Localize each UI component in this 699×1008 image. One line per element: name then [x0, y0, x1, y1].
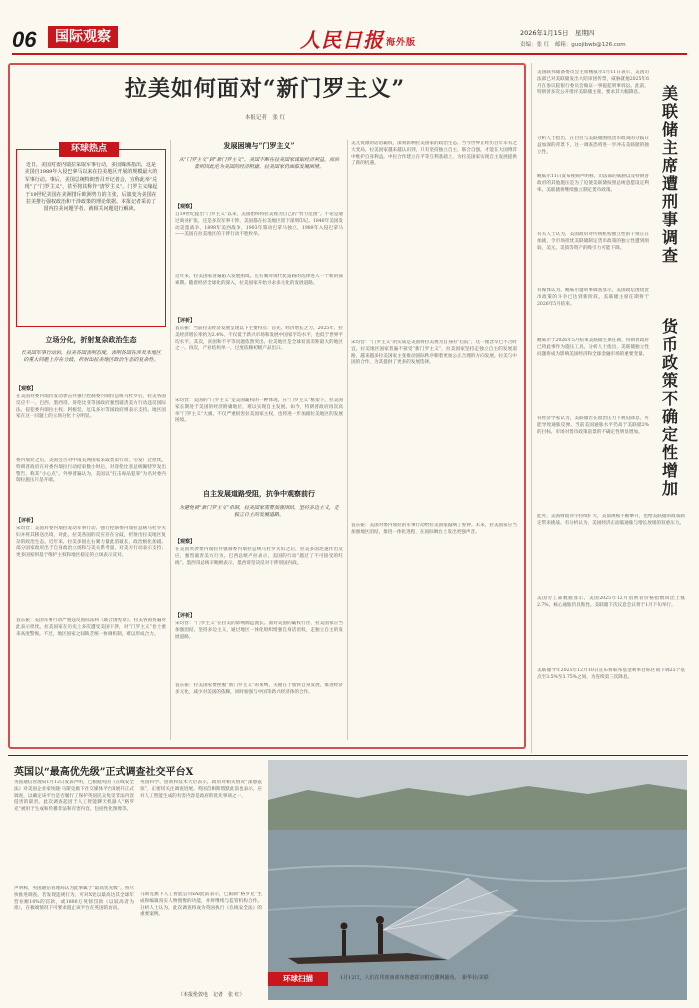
photo-caption: 1月12日，人们在印度南部布鲁德霍尔附近撒网捕鱼。 新华社/美联: [340, 975, 489, 981]
newspaper-name: 人民日报: [300, 28, 384, 52]
section1-para3: 宋均营：美国对委内瑞拉发动军事行动、强行控制委内瑞拉总统马杜罗夫妇并将其移送出境，对此，拉美各国的反应存在分歧，折射出拉美地区复杂的政治生态。近年来，拉美多国左右翼力量此消彼长，政治极化加剧。部分国家政府出于自身政治立场和与美关系考量，对美方行动表示支持；更多国家则基于维护主权和地区稳定的立场表示反对。: [16, 526, 166, 559]
side-para1: 美国联邦储备委员会主席鲍威尔1月11日表示，美国司法部已对美联储发出大陪审团传票，威胁就他2025年6月在参议院银行委员会做证一事提起刑事诉讼。此前，特朗普多次公开批评美联储主席，要求其大幅降息。: [537, 70, 649, 96]
bottom-para3: 英国科学、创新和技术大臣表示，政府对相关情况“深感震惊”，正密切关注调查进展。英国首相斯塔默此前也表示，应对人工智能生成的有害内容是政府的优先事项之一。: [140, 780, 262, 799]
section1-title: 立场分化，折射复杂政治生态: [45, 335, 137, 344]
section2-label-observe: 【观察】: [175, 204, 196, 210]
section1-label-observe: 【观察】: [16, 386, 37, 392]
bottom-para2: 声明称，英国通信管理局认为此事属于“最高优先级”，将尽快推进调查。若发现违规行为，可对X处以最高达其全球年营业额10%的罚款，或1800万英镑罚款（以较高者为准），在极端情况下可要求阻止该平台在英国的访问。: [14, 886, 134, 912]
side-para10: 美联储今年2025年12月10日宣布将联邦基金利率目标区间下调25个基点至3.5%至3.75%之间，为连续第三次降息。: [537, 668, 685, 680]
editor-info: 责编：张 红 邮箱：guojibwb@126.com: [520, 42, 626, 48]
bottom-para4: 马斯克旗下人工智能公司xAI此前表示，已限制“格罗克”生成和编辑真实人物图像的功能，并将继续与监管机构合作。分析人士认为，此次调查将成为英国执行《在线安全法》的重要案例。: [140, 892, 262, 918]
section3-para3: 袁东振：拉美国家要摆脱“新门罗主义”的束缚，关键在于加快自身发展，推进经济多元化，减少对美国的依赖，同时加强与中国等新兴经济体的合作。: [175, 683, 343, 695]
side-para7: 有经济学家认为，美联储若在政治压力下被迫降息，可能导致通胀反弹。当前美国通胀水平仍高于美联储2%的目标，市场对货币政策前景的不确定性明显增加。: [537, 416, 649, 435]
section1-para1: 在美国对委内瑞拉发动袭击并强行控制委内瑞拉总统马杜罗后，拉美各国反应不一。巴西、墨西哥、哥伦比亚等国政府强烈谴责美方行动违反国际法，侵犯委内瑞拉主权；阿根廷、厄瓜多尔等国政府则表示支持。地区国家在这一问题上的立场分化十分明显。: [16, 394, 166, 420]
bottom-para1: 英国通信管理局1月12日发表声明，已根据英国《在线安全法》对美国企业家埃隆·马斯克旗下社交媒体平台X展开正式调查，以确定该平台是否履行了保护英国民众免受非法内容侵害的职责。此次调查起因于人工智能聊天机器人“格罗克”被用于生成和传播非法和有害内容，包括性化图像等。: [14, 780, 134, 813]
side-para4: 有关人士认为，美国政府对传统机构独立性的干预正在加剧，令市场担忧美联储制定货币政策的独立性遭到削弱，美元、美债等资产的吸引力可能下降。: [537, 232, 649, 251]
side-para8: 此外，美国财政赤字持续扩大，美债规模不断攀升，也给美联储的政策制定带来挑战。有分析认为，美国经济正面临通胀与增长放缓的双重压力。: [537, 514, 685, 526]
main-article-title: 拉美如何面对“新门罗主义”: [124, 76, 406, 102]
hotspot-tag: 环球热点: [59, 142, 119, 157]
section4-para3: 袁东振：美国对委内瑞拉的军事行动给拉美国家敲响了警钟。未来，拉美国家应当加强地区团结，推进一体化进程，在国际舞台上发出更强声音。: [351, 523, 517, 535]
section2-para4: 宋均营：美国的“门罗主义”是美国霸权的一种体现。在“门罗主义”框架下，拉美国家长期处于美国的经济附庸地位，难以实现自主发展。如今，特朗普政府再次高举“门罗主义”大旗，不仅严重损害拉美国家主权，也将进一步加剧拉美地区的发展困境。: [175, 398, 343, 424]
side-para2: 分析人士指出，在白宫与美联储围绕货币政策的分歧日益加深的背景下，这一调查恐将进一步冲击美联储的独立性。: [537, 136, 649, 155]
edition-label: 海外版: [386, 38, 417, 48]
section1-deck: 长美国军事行动后，拉美各国表明态度，表明各国在涉及本地区的重大问题上存在分歧，折射出拉美地区政治生态的复杂性。: [20, 350, 161, 363]
section3-title: 自主发展道路受阻，抗争中观察前行: [203, 489, 315, 498]
section1-para4: 袁东振：美国军事行动严重违反国际法和《联合国宪章》，拉美各国普遍对此表示担忧。拉美国家在历史上多次遭受美国干涉，对“门罗主义”卷土重来高度警惕。不过，地区国家之间缺乏统一协调机制，难以形成合力。: [16, 618, 166, 637]
section2-label-analysis: 【评析】: [175, 318, 196, 324]
section2-deck: 从“门罗主义”到“新门罗主义”，美国不断在拉美国家谋取经济利益，而后者则因此沦为美国的经济附庸。拉美国家仍面临发展困境。: [178, 157, 340, 170]
side-para6: 鲍威尔于2026年5月结束美联储主席任期，特朗普政府已将此事作为施压工具。分析人士指出，美联储独立性问题将成为影响美国经济和全球金融市场的重要变量。: [537, 338, 649, 357]
side-article-title: 美联储主席遭刑事调查: [661, 84, 678, 265]
side-para9: 美国劳工部数据显示，美国2025年12月消费者价格指数同比上涨2.7%，核心通胀仍具粘性。美联储下次议息会议将于1月下旬举行。: [537, 596, 685, 608]
section3-para2: 宋均营：“门罗主义”在拉美的影响源远流长。面对美国的霸权行径，拉美国家应当加强团结，坚持多边主义，通过地区一体化组织增强自身话语权，走独立自主的发展道路。: [175, 621, 343, 640]
hotspot-text: 近日，美国对委内瑞拉采取军事行动，多国媒体指出，这是美国自1989年入侵巴拿马以来在拉美地区开展的规模最大的军事行动。事后，美国总统特朗普召开记者会，宣称此举“兑现”了“门罗主义”，甚至将其称作“唐罗主义”。门罗主义缘起于19世纪美国在美洲排斥欧洲势力的主张，后演变为美国在拉美推行强权政治和干涉政策的理论依据。本报记者采访了国内拉美问题学者，就相关问题进行解读。: [24, 162, 158, 213]
section2-title: 发展困境与“门罗主义”: [223, 141, 295, 150]
section2-para2: 近年来，拉美国家普遍陷入发展困境。左右翼对现代化道路的选择进入一个新的探索期。随着经济全球化的深入，拉美国家开始寻求多元化的发展道路。: [175, 274, 343, 286]
section1-label-analysis: 【评析】: [16, 518, 37, 524]
section2-para1: 自19世纪提出“门罗主义”以来，美国始终将拉美视为自己的“势力范围”。不论是通过商业扩张，还是多次军事干涉，美国都在拉美地区留下深刻印记。1846年美国发动美墨战争，1898年美西战争，1903年策动巴拿马独立，1989年入侵巴拿马——美国在拉美地区的干涉行动不胜枚举。: [175, 212, 343, 238]
header-rule: [12, 53, 687, 55]
fishing-photo: [268, 760, 687, 1000]
photo-section-tag: 环球扫描: [268, 972, 328, 986]
page-number: 06: [12, 27, 37, 52]
column-rule: [347, 140, 348, 740]
section2-para3: 袁东振：当前拉美经济发展呈现以下主要特点：首先，经济增长乏力。2025年，拉美经济增长率约为2.4%，不仅低于新兴市场和发展中国家平均水平，也低于世界平均水平。其次，贫困和不平等问题依然突出。拉美地区是全球贫富差距最大的地区之一。再次，产业结构单一，过度依赖初级产品出口。: [175, 326, 343, 352]
newspaper-logo: [300, 24, 416, 53]
section1-para2: 委内瑞拉之后，美国会否对中南美洲国家采取类似行动，引发广泛担忧。特朗普政府在对委内瑞拉行动结束数小时后，对哥伦比亚总统佩特罗发出警告，称其“小心点”。外界普遍认为，美国以“打击毒品犯罪”为名对委内瑞拉施压只是开端。: [16, 458, 166, 484]
byline: 本报记者 张 红: [244, 115, 286, 121]
section3-label-observe: 【观察】: [175, 539, 196, 545]
section3-deck: 为避免被“新门罗主义”牵制，拉美国家需要加强团结，坚持多边主义，走独立自主的发展道路。: [178, 505, 340, 518]
fishing-scene-graphic: [268, 760, 687, 1000]
side-para3: 鲍威尔11日发布视频声明称，司法部的威胁以及特朗普政府的其他施压是为了迫使美联储按照总统意愿设定利率。美联储将继续独立制定货币政策。: [537, 174, 649, 193]
bottom-article-title: 英国以“最高优先级”正式调查社交平台X: [14, 767, 194, 778]
section4-para1: 美元资源的话语霸权，深刻影响拉美国家的政治生态。当今世界正经历百年未有之大变局，拉美国家越来越认识到，只有坚持独立自主、联合自强，才能在大国博弈中维护自身利益。中拉合作建立在平等互利基础上，为拉美国家实现自主发展提供了新的机遇。: [351, 141, 517, 167]
bottom-rule: [8, 755, 688, 756]
section3-para1: 在美国突袭委内瑞拉并强制委内瑞拉总统马杜罗夫妇之后，拉美多国迅速作出反应，强烈谴责美方行为。巴西总统卢拉表示，美国的行动“越过了不可接受的红线”。墨西哥总统辛鲍姆表示，墨西哥坚决反对干涉别国内政。: [175, 547, 343, 566]
bottom-signature: （本报伦敦电 记者 张 红）: [178, 992, 245, 998]
column-rule: [170, 140, 171, 740]
side-article-subtitle: 货币政策不确定性增加: [661, 317, 678, 498]
issue-date: 2026年1月15日 星期四: [520, 29, 595, 37]
column-rule: [531, 63, 532, 753]
section4-para2: 宋均营：“门罗主义”的实质是美国将拉美视为自身的“后院”，这一理念早已不合时宜。拉美地区国家普遍不接受“新门罗主义”，拉美国家坚持走独立自主的发展道路，越来越多拉美国家主张推动国际秩序朝着更加公正合理的方向发展。拉美与中国的合作，为其提供了更多的发展选择。: [351, 340, 517, 366]
section-label: 国际观察: [48, 26, 118, 48]
section3-label-analysis: 【评析】: [175, 613, 196, 619]
side-para5: 有媒体认为，鲍威尔遭刑事调查显示，美国政坛围绕货币政策的斗争已达到新阶段。美联储主席任期将于2026年5月结束。: [537, 288, 649, 307]
